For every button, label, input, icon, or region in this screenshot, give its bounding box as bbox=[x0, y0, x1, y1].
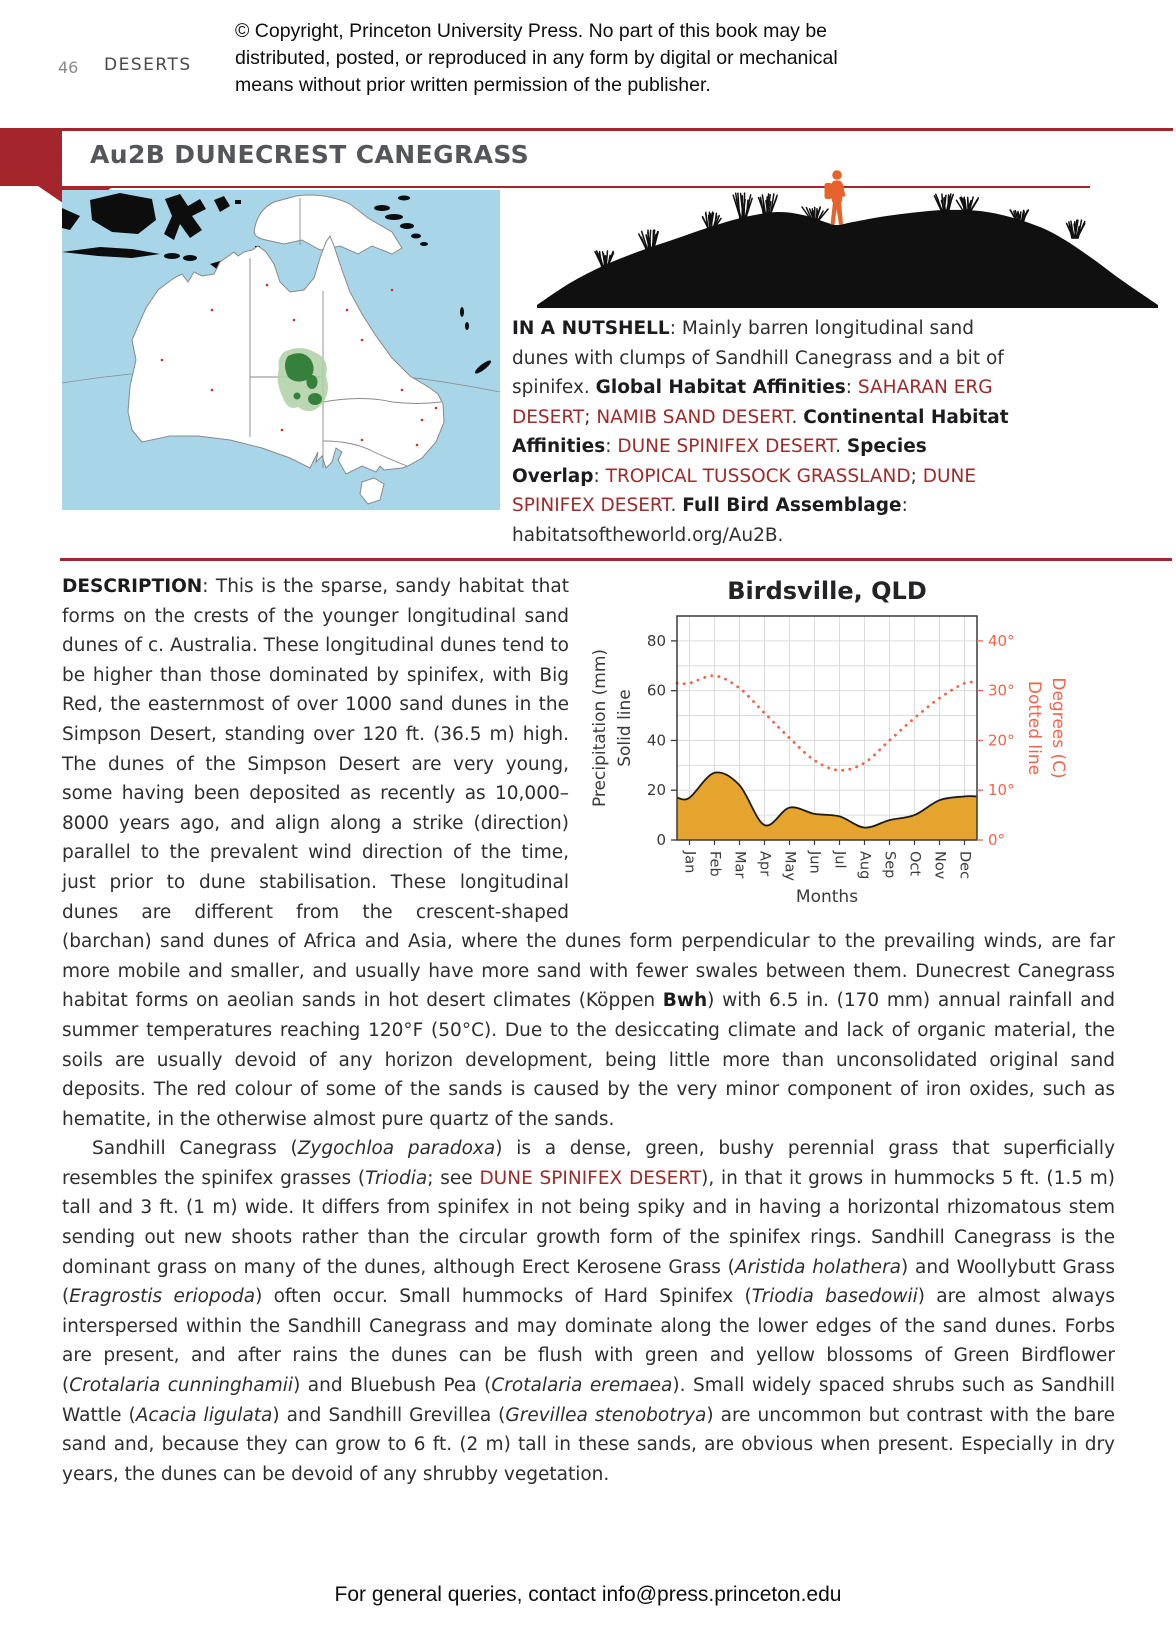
climate-chart bbox=[585, 572, 1115, 910]
habitat-title: Au2B DUNECREST CANEGRASS bbox=[90, 140, 530, 169]
svg-text:40: 40 bbox=[646, 731, 666, 750]
svg-text:80: 80 bbox=[646, 631, 666, 650]
dune-silhouette bbox=[515, 165, 1170, 308]
range-map bbox=[62, 190, 500, 510]
month-tick-label: Aug bbox=[856, 851, 873, 880]
svg-text:40°: 40° bbox=[988, 631, 1015, 650]
range-area bbox=[278, 348, 328, 411]
nutshell-paragraph: IN A NUTSHELL: Mainly barren longitudinal sand dunes with clumps of Sandhill Canegrass and a bit of spinifex. Global Habitat Affinities: SAHARAN ERG DESERT; NAMIB SAND DESERT. Continental Habitat Affinities: DUNE SPINIFEX DESERT. Species Overlap: TROPICAL TUSSOCK GRASSLAND; DUNE SPINIFEX DESERT. Full Bird Assemblage: habitatsoftheworld.org/Au2B. bbox=[512, 318, 1009, 546]
top-rule bbox=[0, 128, 1173, 131]
left-axis-sublabel: Solid line bbox=[615, 689, 635, 767]
month-tick-label: Apr bbox=[756, 851, 773, 877]
precipitation-area bbox=[677, 772, 977, 840]
month-tick-label: Jan bbox=[681, 851, 698, 874]
month-tick-label: Sep bbox=[881, 851, 898, 879]
svg-text:30°: 30° bbox=[988, 681, 1015, 700]
svg-text:0°: 0° bbox=[988, 831, 1006, 849]
svg-text:0: 0 bbox=[656, 831, 666, 849]
svg-text:20: 20 bbox=[646, 781, 666, 800]
month-tick-label: Jul bbox=[831, 851, 848, 869]
right-axis-sublabel: Dotted line bbox=[1024, 680, 1044, 776]
month-tick-label: May bbox=[781, 851, 798, 881]
section-label: DESERTS bbox=[104, 55, 192, 75]
month-tick-label: Feb bbox=[706, 851, 723, 877]
dune-shape bbox=[537, 210, 1158, 308]
right-axis-label: Degrees (C) bbox=[1048, 677, 1068, 779]
month-tick-label: Jun bbox=[806, 851, 823, 874]
svg-text:10°: 10° bbox=[988, 781, 1015, 800]
months-axis-label: Months bbox=[795, 887, 859, 907]
page-number: 46 bbox=[58, 58, 79, 77]
svg-text:60: 60 bbox=[646, 681, 666, 700]
habitat-banner-tab bbox=[0, 128, 62, 186]
description-paragraph-2: Sandhill Canegrass (Zygochloa paradoxa) is a dense, green, bushy perennial grass that superficially resembles the spinifex grasses (Triodia; see DUNE SPINIFEX DESERT), in that it grows in hummocks 5 ft. (1.5 m) tall and 3 ft. (1 m) wide. It differs from spinifex in not being spiky and in having a horizontal rhizomatous stem sending out new shoots rather than the circular growth form of the spinifex rings. Sandhill Canegrass is the dominant grass on many of the dunes, although Erect Kerosene Grass (Aristida holathera) and Woollybutt Grass (Eragrostis eriopoda) often occur. Small hummocks of Hard Spinifex (Triodia basedowii) are almost always interspersed within the Sandhill Canegrass and may dominate along the lower edges of the sand dunes. Forbs are present, and after rains the dunes can be flush with green and yellow blossoms of Green Birdflower (Crotalaria cunninghamii) and Bluebush Pea (Crotalaria eremaea). Small widely spaced shrubs such as Sandhill Wattle (Acacia ligulata) and Sandhill Grevillea (Grevillea stenobotrya) are uncommon but contrast with the bare sand and, because they can grow to 6 ft. (2 m) tall in these sands, are obvious when present. Especially in dry years, the dunes can be devoid of any shrubby vegetation. bbox=[62, 1138, 1116, 1485]
month-tick-label: Oct bbox=[906, 851, 923, 877]
hiker-icon bbox=[825, 170, 846, 224]
month-tick-label: Nov bbox=[931, 851, 948, 880]
month-tick-label: Dec bbox=[956, 851, 973, 880]
footer-contact: For general queries, contact info@press.princeton.edu bbox=[334, 1583, 842, 1606]
svg-text:20°: 20° bbox=[988, 731, 1015, 750]
description-section bbox=[62, 572, 1115, 1489]
temperature-line bbox=[677, 676, 977, 771]
copyright-notice: © Copyright, Princeton University Press. No part of this book may be distributed, posted, or reproduced in any form by digital or mechanical means without prior written permission of the publisher. bbox=[235, 20, 838, 96]
description-paragraph-1: DESCRIPTION: This is the sparse, sandy habitat that forms on the crests of the younger longitudinal sand dunes of c. Australia. These longitudinal dunes tend to be higher than those dominated by spinifex, with Big Red, the easternmost of over 1000 sand dunes in the Simpson Desert, standing over 120 ft. (36.5 m) high. The dunes of the Simpson Desert are very young, some having been deposited as recently as 10,000–8000 years ago, and align along a strike (direction) parallel to the prevalent wind direction of the time, just prior to dune stabilisation. These longitudinal dunes are different from the crescent-shaped (barchan) sand dunes of Africa and Asia, where the dunes form perpendicular to the prevailing winds, are far more mobile and smaller, and usually have more sand with fewer swales between them. Dunecrest Canegrass habitat forms on aeolian sands in hot desert climates (Köppen Bwh) with 6.5 in. (170 mm) annual rainfall and summer temperatures reaching 120°F (50°C). Due to the desiccating climate and lack of organic material, the soils are usually devoid of any horizon development, being little more than unconsolidated original sand deposits. The red colour of some of the sands is caused by the very minor component of iron oxides, such as hematite, in the otherwise almost pure quartz of the sands. bbox=[62, 576, 1115, 1130]
month-tick-label: Mar bbox=[731, 851, 748, 879]
chart-title: Birdsville, QLD bbox=[727, 577, 927, 605]
section-divider-rule bbox=[60, 558, 1172, 561]
left-axis-label: Precipitation (mm) bbox=[590, 648, 610, 808]
